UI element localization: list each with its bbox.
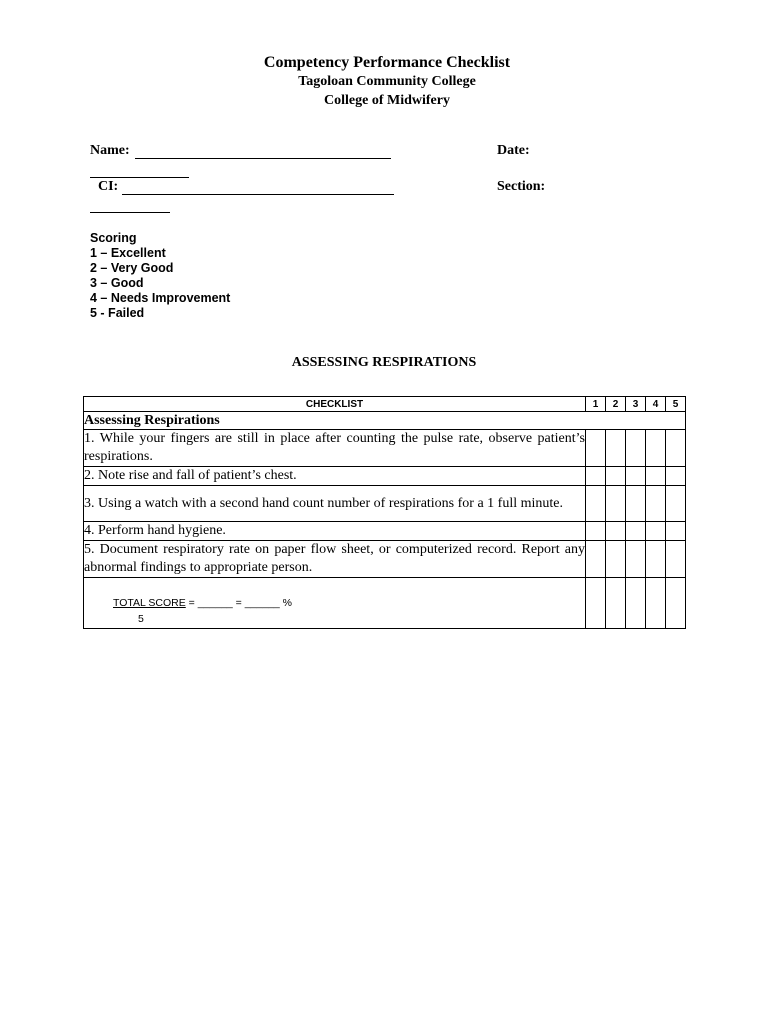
section-label: Section:	[497, 179, 546, 194]
rating-cell[interactable]	[586, 430, 606, 467]
rating-cell[interactable]	[606, 522, 626, 541]
ci-label: CI:	[98, 179, 119, 194]
total-score-label: TOTAL SCORE	[113, 597, 186, 609]
checklist-item-2: 2. Note rise and fall of patient’s chest.	[84, 467, 586, 486]
name-label: Name:	[90, 143, 130, 158]
document-title: Competency Performance Checklist	[263, 54, 511, 71]
rating-cell[interactable]	[666, 467, 686, 486]
institution-name: Tagoloan Community College	[298, 74, 476, 89]
name-field[interactable]	[135, 158, 391, 159]
rating-cell[interactable]	[626, 578, 646, 629]
total-score-denominator: 5	[138, 613, 144, 625]
checklist-section-row	[84, 412, 686, 430]
rating-cell[interactable]	[646, 430, 666, 467]
rating-cell[interactable]	[646, 467, 666, 486]
checklist-header-row	[84, 397, 686, 412]
name-field-continuation[interactable]	[90, 177, 189, 178]
checklist-item-4: 4. Perform hand hygiene.	[84, 522, 586, 541]
checklist-item-row	[84, 541, 686, 578]
checklist-item-1: 1. While your fingers are still in place after counting the pulse rate, observe patient’s respirations.	[84, 430, 586, 467]
checklist-section-heading: Assessing Respirations	[84, 412, 686, 430]
scoring-level-3: 3 – Good	[90, 276, 144, 290]
rating-cell[interactable]	[646, 541, 666, 578]
checklist-item-row	[84, 486, 686, 522]
rating-cell[interactable]	[606, 486, 626, 522]
rating-cell[interactable]	[646, 486, 666, 522]
ci-field-continuation[interactable]	[90, 212, 170, 213]
date-label: Date:	[497, 143, 530, 158]
rating-cell[interactable]	[666, 430, 686, 467]
total-score-row	[84, 578, 686, 629]
rating-cell[interactable]	[586, 522, 606, 541]
rating-cell[interactable]	[626, 430, 646, 467]
rating-cell[interactable]	[646, 522, 666, 541]
total-score-cell	[84, 578, 586, 629]
rating-col-1: 1	[586, 397, 606, 412]
scoring-legend	[90, 231, 230, 321]
rating-col-5: 5	[666, 397, 686, 412]
rating-cell[interactable]	[586, 541, 606, 578]
rating-cell[interactable]	[666, 486, 686, 522]
checklist-item-row	[84, 467, 686, 486]
scoring-level-4: 4 – Needs Improvement	[90, 291, 231, 305]
rating-cell[interactable]	[586, 486, 606, 522]
rating-cell[interactable]	[586, 578, 606, 629]
rating-cell[interactable]	[626, 522, 646, 541]
department-name: College of Midwifery	[324, 93, 450, 108]
rating-cell[interactable]	[666, 522, 686, 541]
rating-cell[interactable]	[666, 541, 686, 578]
scoring-level-2: 2 – Very Good	[90, 261, 174, 275]
scoring-heading: Scoring	[90, 231, 137, 245]
scoring-level-5: 5 - Failed	[90, 306, 145, 320]
procedure-title: ASSESSING RESPIRATIONS	[291, 355, 477, 370]
checklist-item-row	[84, 430, 686, 467]
rating-cell[interactable]	[606, 467, 626, 486]
rating-cell[interactable]	[606, 541, 626, 578]
rating-cell[interactable]	[666, 578, 686, 629]
rating-cell[interactable]	[606, 430, 626, 467]
checklist-table	[83, 396, 686, 629]
rating-cell[interactable]	[626, 541, 646, 578]
rating-cell[interactable]	[586, 467, 606, 486]
rating-col-4: 4	[646, 397, 666, 412]
checklist-item-row	[84, 522, 686, 541]
rating-cell[interactable]	[646, 578, 666, 629]
ci-field[interactable]	[122, 194, 394, 195]
rating-cell[interactable]	[606, 578, 626, 629]
checklist-item-5: 5. Document respiratory rate on paper flow sheet, or computerized record. Report any abnormal findings to appropriate person.	[84, 541, 586, 578]
total-score-line	[113, 597, 292, 609]
checklist-header: CHECKLIST	[84, 397, 586, 412]
rating-cell[interactable]	[626, 486, 646, 522]
checklist-item-3: 3. Using a watch with a second hand count number of respirations for a 1 full minute.	[84, 486, 586, 522]
rating-col-2: 2	[606, 397, 626, 412]
rating-cell[interactable]	[626, 467, 646, 486]
total-score-formula: = ______ = ______ %	[185, 597, 293, 609]
rating-col-3: 3	[626, 397, 646, 412]
scoring-level-1: 1 – Excellent	[90, 246, 166, 260]
